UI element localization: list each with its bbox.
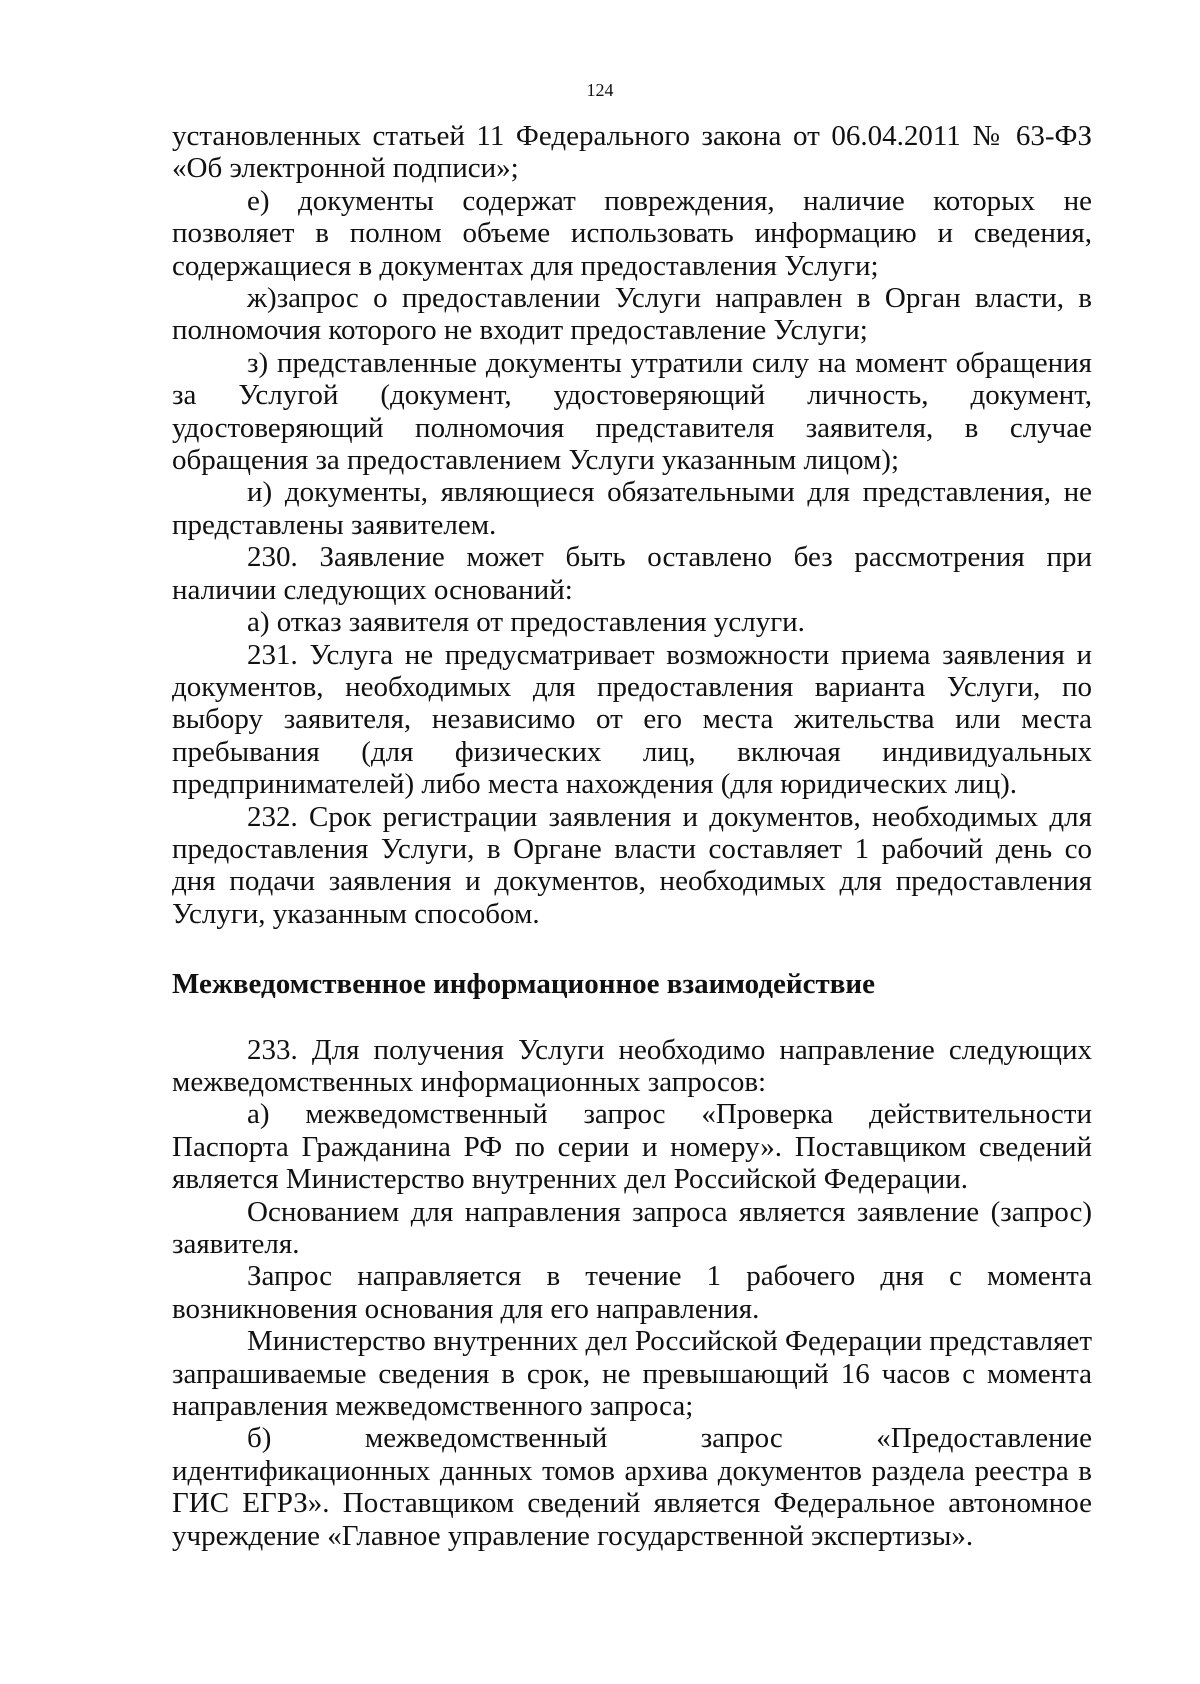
document-body: [172, 120, 1092, 1552]
list-item-z: з) представленные документы утратили силу на момент обращения за Услугой (документ, удостоверяющий личность, документ, удостоверяющий полномочия представителя заявителя, в случае обращения за предоставлением Услуги указанным лицом);: [172, 346, 1092, 477]
list-item-e: е) документы содержат повреждения, наличие которых не позволяет в полном объеме использовать информацию и сведения, содержащиеся в документах для предоставления Услуги;: [172, 184, 1092, 282]
paragraph-request-timing: Запрос направляется в течение 1 рабочего дня с момента возникновения основания для его направления.: [172, 1260, 1092, 1325]
clause-230: 230. Заявление может быть оставлено без рассмотрения при наличии следующих оснований:: [172, 541, 1092, 606]
clause-233: 233. Для получения Услуги необходимо направление следующих межведомственных информационных запросов:: [172, 1033, 1092, 1098]
paragraph-continuation: установленных статьей 11 Федерального закона от 06.04.2011 № 63-ФЗ «Об электронной подписи»;: [172, 120, 1092, 185]
clause-233-item-a: а) межведомственный запрос «Проверка действительности Паспорта Гражданина РФ по серии и номеру». Поставщиком сведений является Министерство внутренних дел Российской Федерации.: [172, 1098, 1092, 1196]
clause-232: 232. Срок регистрации заявления и документов, необходимых для предоставления Услуги, в Органе власти составляет 1 рабочий день со дня подачи заявления и документов, необходимых для предоставления Услуги, указанным способом.: [172, 800, 1092, 930]
section-heading: Межведомственное информационное взаимодействие: [172, 968, 875, 1001]
paragraph-response-timing: Министерство внутренних дел Российской Федерации представляет запрашиваемые сведения в срок, не превышающий 16 часов с момента направления межведомственного запроса;: [172, 1325, 1092, 1423]
list-item-i: и) документы, являющиеся обязательными для представления, не представлены заявителем.: [172, 476, 1092, 541]
paragraph-basis: Основанием для направления запроса является заявление (запрос) заявителя.: [172, 1195, 1092, 1260]
clause-231: 231. Услуга не предусматривает возможности приема заявления и документов, необходимых для предоставления варианта Услуги, по выбору заявителя, независимо от его места жительства или места пребывания (для физических лиц, включая индивидуальных предпринимателей) либо места нахождения (для юридических лиц).: [172, 638, 1092, 801]
list-item-zh: ж)запрос о предоставлении Услуги направлен в Орган власти, в полномочия которого не входит предоставление Услуги;: [172, 282, 1092, 347]
clause-233-item-b: б) межведомственный запрос «Предоставление идентификационных данных томов архива документов раздела реестра в ГИС ЕГРЗ». Поставщиком сведений является Федеральное автономное учреждение «Главное управление государственной экспертизы».: [172, 1422, 1092, 1552]
page-number: 124: [586, 80, 614, 100]
clause-230-item-a: а) отказ заявителя от предоставления услуги.: [247, 606, 805, 639]
